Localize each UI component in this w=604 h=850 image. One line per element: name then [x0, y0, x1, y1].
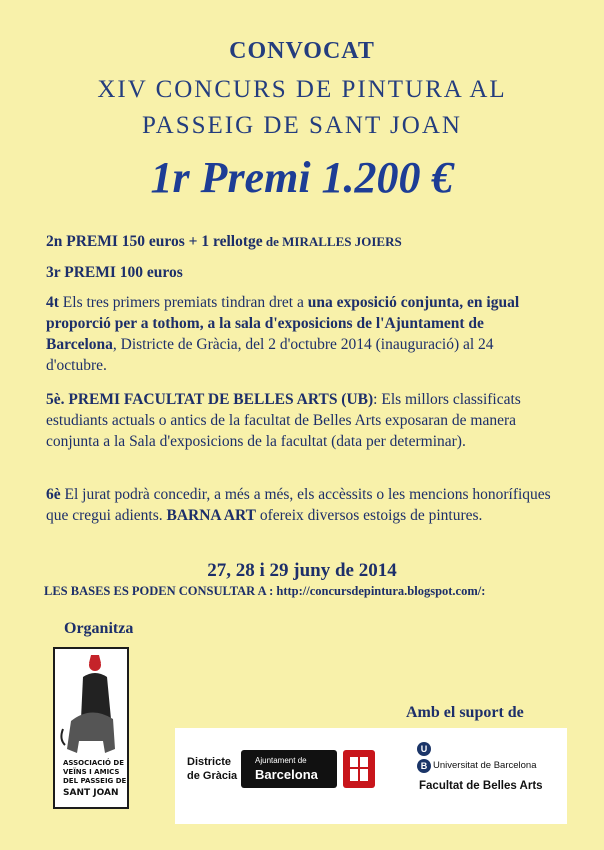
- second-prize-label: 2n PREMI 150 euros + 1 rellotge: [46, 233, 263, 250]
- second-prize: [46, 231, 556, 252]
- association-logo: [53, 647, 129, 809]
- fifth-text: : Els millors classificats estudiants actuals o antics de la facultat de Belles Arts exposaran de manera conjunta a la Sala d'exposicions de la facultat (data per determinar).: [46, 391, 521, 450]
- fifth-paragraph: [46, 389, 556, 452]
- ub-logo-b-icon: B: [417, 759, 431, 773]
- header-convocat: CONVOCAT: [229, 38, 375, 64]
- sixth-text2: ofereix diversos estoigs de pintures.: [255, 507, 483, 524]
- fourth-paragraph: [46, 292, 556, 376]
- support-label: Amb el suport de: [406, 704, 524, 721]
- header-title-line1: XIV CONCURS DE PINTURA AL: [97, 76, 507, 103]
- assoc-line4: SANT JOAN: [63, 788, 119, 798]
- fourth-text1: Els tres primers premiats tindran dret a: [58, 294, 308, 311]
- ub-logo-icon: U: [417, 742, 431, 756]
- third-prize: 3r PREMI 100 euros: [46, 264, 183, 281]
- assoc-line3: DEL PASSEIG DE: [63, 777, 127, 785]
- first-prize: 1r Premi 1.200 €: [150, 153, 454, 202]
- second-prize-jeweler: MIRALLES JOIERS: [282, 234, 402, 249]
- contest-dates: 27, 28 i 29 juny de 2014: [207, 560, 397, 581]
- fourth-prefix: 4t: [46, 294, 59, 311]
- ajuntament-small: Ajuntament de: [255, 756, 307, 765]
- sixth-prefix: 6è: [46, 486, 61, 503]
- barcelona-shield-icon: [343, 750, 375, 788]
- sixth-bold: BARNA ART: [166, 507, 256, 524]
- district-line1: Districte: [187, 756, 232, 768]
- sponsors-strip: [175, 728, 567, 824]
- bases-link-text: LES BASES ES PODEN CONSULTAR A : http://concursdepintura.blogspot.com/:: [44, 584, 486, 598]
- ajuntament-logo: [241, 750, 337, 788]
- second-prize-connector: de: [262, 234, 283, 249]
- association-logo-art: [55, 649, 127, 807]
- header-title-line2: PASSEIG DE SANT JOAN: [142, 112, 462, 139]
- assoc-line1: ASSOCIACIÓ DE: [63, 759, 125, 767]
- ub-faculty: Facultat de Belles Arts: [419, 780, 543, 792]
- organitza-label: Organitza: [64, 620, 134, 637]
- ajuntament-big: Barcelona: [255, 767, 318, 782]
- sixth-paragraph: [46, 484, 556, 526]
- fourth-text2: , Districte de Gràcia, del 2 d'octubre 2014 (inauguració) al 24 d'octubre.: [46, 336, 494, 374]
- district-line2: de Gràcia: [187, 770, 238, 782]
- sixth-text1: El jurat podrà concedir, a més a més, els accèssits o les mencions honorífiques que cregui adients.: [46, 486, 551, 524]
- fourth-bold: una exposició conjunta, en igual proporció per a tothom, a la sala d'exposicions de l'Ajuntament de Barcelona: [46, 294, 520, 353]
- fifth-bold: 5è. PREMI FACULTAT DE BELLES ARTS (UB): [46, 391, 374, 408]
- ub-university: Universitat de Barcelona: [433, 760, 537, 771]
- assoc-line2: VEÏNS I AMICS: [63, 768, 120, 776]
